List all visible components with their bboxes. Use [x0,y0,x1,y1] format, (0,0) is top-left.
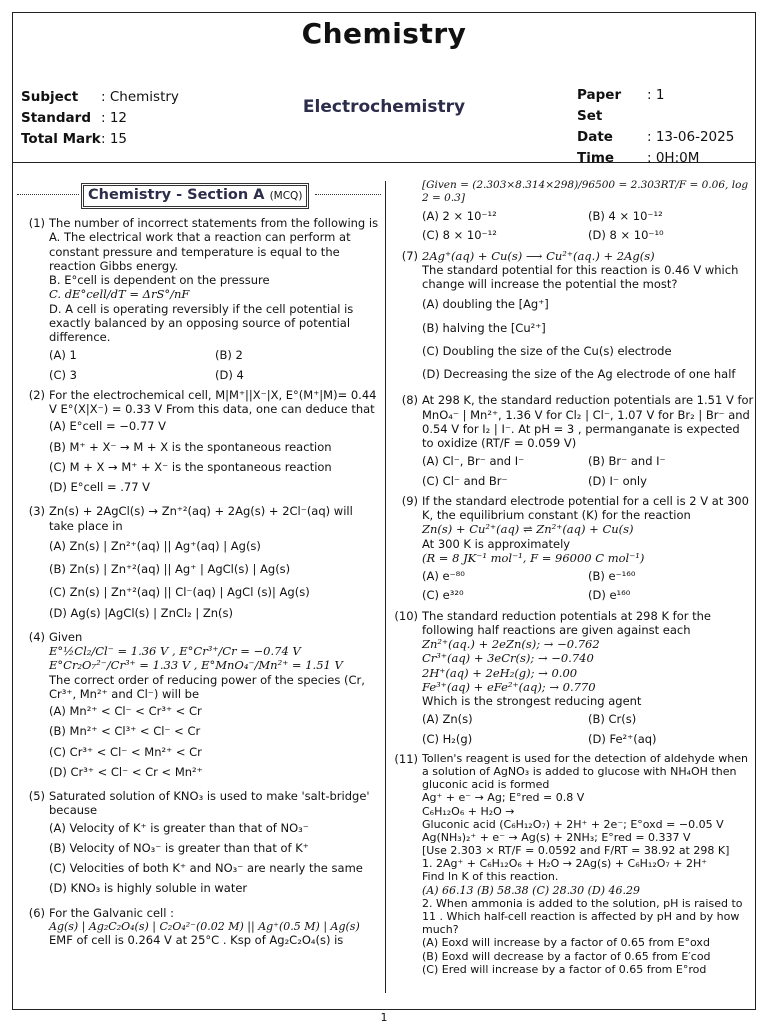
option-b[interactable]: (B) Zn(s) | Zn⁺²(aq) || Ag⁺ | AgCl(s) | Ag(s) [49,562,291,576]
option-a[interactable]: (A) Cl⁻, Br⁻ and I⁻ [422,454,525,469]
option-c[interactable]: (C) Doubling the size of the Cu(s) electrode [422,343,672,358]
question-7 [392,249,754,390]
option-a[interactable]: (A) e⁻⁸⁰ [422,569,465,584]
time-label: Time [577,150,615,166]
option-b[interactable]: (B) M⁺ + X⁻ → M + X is the spontaneous reaction [49,439,332,454]
section-title: Chemistry - Section A [88,187,265,203]
option-b[interactable]: (B) 4 × 10⁻¹² [588,209,663,224]
option-d[interactable]: (D) E°cell = .77 V [49,480,151,494]
question-text: The standard potential for this reaction is 0.46 V which change will increase the potential the most? [422,262,739,292]
option-a[interactable]: (A) Eoxd will increase by a factor of 0.65 from E°oxd [422,936,710,950]
option-c[interactable]: (C) 8 × 10⁻¹² [422,228,497,243]
option-a[interactable]: (A) 2 × 10⁻¹² [422,209,497,224]
question-line: Gluconic acid (C₆H₁₂O₇) + 2H⁺ + 2e⁻; E°oxd = −0.05 V [422,817,724,831]
question-line: Zn²⁺(aq.) + 2eZn(s); → −0.762 [422,637,600,652]
question-line: Ag(s) | Ag₂C₂O₄(s) | C₂O₄²⁻(0.02 M) || Ag⁺(0.5 M) | Ag(s) [49,919,360,933]
option-c[interactable]: (C) M + X → M⁺ + X⁻ is the spontaneous reaction [49,459,332,474]
total-mark-label: Total Mark [21,131,101,147]
date-label: Date [577,129,613,145]
option-b[interactable]: (B) Velocity of NO₃⁻ is greater than that of K⁺ [49,840,309,855]
question-line: 2Ag⁺(aq) + Cu(s) ⟶ Cu²⁺(aq.) + 2Ag(s) [422,248,655,263]
question-number: (9) [401,493,418,508]
question-line: The correct order of reducing power of the species (Cr, Cr³⁺, Mn²⁺ and Cl⁻) will be [49,672,365,701]
question-line: C₆H₁₂O₆ + H₂O → [422,804,515,818]
section-title-box [81,183,309,209]
spacer [392,179,422,245]
question-number: (6) [28,905,45,920]
exam-page [12,12,756,1025]
question-2 [19,388,381,501]
question-text: Given [49,629,83,644]
option-b[interactable]: (B) Cr(s) [588,712,637,727]
question-number: (8) [401,393,418,408]
question-8 [392,393,754,490]
dotted-leader-left [17,194,79,195]
question-line: E°Cr₂O₇²⁻/Cr³⁺ = 1.33 V , E°MnO₄⁻/Mn²⁺ = 1.51 V [49,658,343,673]
question-number: (10) [394,608,418,623]
header-right [577,85,734,169]
given-data: [Given = (2.303×8.314×298)/96500 = 2.303RT/F = 0.06, log 2 = 0.3] [422,179,749,205]
total-mark-value: : 15 [101,131,128,147]
question-line: E°½Cl₂/Cl⁻ = 1.36 V , E°Cr³⁺/Cr = −0.74 V [49,644,301,658]
question-text: Zn(s) + 2AgCl(s) → Zn⁺²(aq) + 2Ag(s) + 2Cl⁻(aq) will take place in [49,504,353,533]
option-d[interactable]: (D) Cr³⁺ < Cl⁻ < Cr < Mn²⁺ [49,764,203,779]
question-6 [19,906,381,948]
option-c[interactable]: (C) Ered will increase by a factor of 0.65 from E°rod [422,962,707,976]
question-text: If the standard electrode potential for a cell is 2 V at 300 K, the equilibrium constant (K) for the reaction [422,493,749,523]
option-b[interactable]: (B) Mn²⁺ < Cl³⁺ < Cl⁻ < Cr [49,724,201,739]
option-b[interactable]: (B) Br⁻ and I⁻ [588,454,666,469]
option-a[interactable]: (A) doubling the [Ag⁺] [422,297,549,312]
topic-title: Electrochemistry [302,97,466,117]
question-number: (7) [401,248,418,263]
question-text: At 298 K, the standard reduction potentials are 1.51 V for MnO₄⁻ | Mn²⁺, 1.36 V for Cl₂ | Cl⁻, 1.07 V for Br₂ | Br⁻ and 0.54 V for I₂ | I⁻. At pH = 3 , permanganate is expected to oxidize (RT/F = 0.059 V) [422,393,754,451]
option-d[interactable]: (D) e¹⁶⁰ [588,588,631,603]
date-value: : 13-06-2025 [647,129,735,145]
question-line: Find ln K of this reaction. [422,870,559,884]
question-text: Saturated solution of KNO₃ is used to make 'salt-bridge' because [49,789,370,818]
statement: A. The electrical work that a reaction can perform at constant pressure and temperature is equal to the reaction Gibbs energy. [49,230,351,273]
question-line: 1. 2Ag⁺ + C₆H₁₂O₆ + H₂O → 2Ag(s) + C₆H₁₂O₇ + 2H⁺ [422,857,708,871]
option-c[interactable]: (C) e³²⁰ [422,588,464,603]
option-d[interactable]: (D) KNO₃ is highly soluble in water [49,881,248,896]
question-number: (11) [394,751,418,766]
question-text: For the Galvanic cell : [49,905,174,920]
option-c[interactable]: (C) 3 [49,367,77,382]
question-1 [19,216,381,384]
option-d[interactable]: (D) Decreasing the size of the Ag electrode of one half [422,367,736,382]
standard-label: Standard [21,110,91,126]
option-b[interactable]: (B) e⁻¹⁶⁰ [588,569,636,584]
option-a[interactable]: (A) E°cell = −0.77 V [49,419,167,434]
option-c[interactable]: (C) H₂(g) [422,731,473,746]
question-line: Cr³⁺(aq) + 3eCr(s); → −0.740 [422,651,594,666]
question-number: (4) [28,629,45,644]
question-line: At 300 K is approximately [422,536,571,551]
left-column [19,216,381,952]
statement: D. A cell is operating reversibly if the cell potential is exactly balanced by an opposing source of potential difference. [49,301,354,344]
question-10 [392,609,754,748]
option-a[interactable]: (A) 1 [49,348,77,363]
option-d[interactable]: (D) I⁻ only [588,473,647,488]
option-b[interactable]: (B) 2 [215,348,243,363]
page-number: 1 [380,1011,388,1025]
question-line: 2H⁺(aq) + 2eH₂(g); → 0.00 [422,665,578,680]
time-value: : 0H:0M [647,150,700,166]
question-6-continued [392,179,754,245]
question-text: The number of incorrect statements from the following is [49,216,379,230]
question-5 [19,789,381,902]
page-title: Chemistry [301,17,467,50]
option-b[interactable]: (B) Eoxd will decrease by a factor of 0.65 from E′cod [422,949,711,963]
option-a[interactable]: (A) Velocity of K⁺ is greater than that of NO₃⁻ [49,820,309,835]
question-line: (A) 66.13 (B) 58.38 (C) 28.30 (D) 46.29 [422,883,641,897]
question-line: EMF of cell is 0.264 V at 25°C . Ksp of Ag₂C₂O₄(s) is [49,933,344,948]
question-line: Ag(NH₃)₂⁺ + e⁻ → Ag(s) + 2NH₃; E°red = 0.337 V [422,830,691,844]
standard-value: : 12 [101,110,128,126]
question-line: Fe³⁺(aq) + eFe²⁺(aq); → 0.770 [422,679,596,694]
option-c[interactable]: (C) Velocities of both K⁺ and NO₃⁻ are nearly the same [49,861,363,875]
option-b[interactable]: (B) halving the [Cu²⁺] [422,320,546,335]
question-text: For the electrochemical cell, M|M⁺||X⁻|X, E°(M⁺|M)= 0.44 V E°(X|X⁻) = 0.33 V From this data, one can deduce that [49,387,377,416]
option-d[interactable]: (D) 4 [215,367,244,382]
question-number: (5) [28,789,45,803]
question-3 [19,504,381,626]
subject-value: : Chemistry [101,89,179,105]
option-c[interactable]: (C) Zn(s) | Zn⁺²(aq) || Cl⁻(aq) | AgCl (s)| Ag(s) [49,585,310,600]
statement: B. E°cell is dependent on the pressure [49,273,270,287]
question-4 [19,630,381,785]
option-d[interactable]: (D) Fe²⁺(aq) [588,731,657,746]
option-d[interactable]: (D) 8 × 10⁻¹⁰ [588,228,664,243]
paper-set-value: : 1 [647,87,665,103]
statement: C. dE°cell/dT = ΔrS°/nF [49,287,190,302]
question-number: (1) [28,216,45,230]
question-11 [392,752,754,976]
question-line: Ag⁺ + e⁻ → Ag; E°red = 0.8 V [422,791,585,805]
column-divider [385,181,386,993]
dotted-leader-right [315,194,381,195]
option-c[interactable]: (C) Cr³⁺ < Cl⁻ < Mn²⁺ < Cr [49,744,202,759]
subject-label: Subject [21,89,79,105]
question-text: Tollen's reagent is used for the detection of aldehyde when a solution of AgNO₃ is added to glucose with NH₄OH then gluconic acid is formed [422,751,748,792]
question-line: 2. When ammonia is added to the solution, pH is raised to 11 . Which half-cell reaction is affected by pH and by how much? [422,896,743,937]
option-a[interactable]: (A) Zn(s) | Zn²⁺(aq) || Ag⁺(aq) | Ag(s) [49,538,261,553]
question-line: Which is the strongest reducing agent [422,694,642,709]
paper-set-label: Paper Set [577,87,622,124]
question-line: Zn(s) + Cu²⁺(aq) ⇌ Zn²⁺(aq) + Cu(s) [422,522,634,537]
option-a[interactable]: (A) Mn²⁺ < Cl⁻ < Cr³⁺ < Cr [49,704,202,718]
option-d[interactable]: (D) Ag(s) |AgCl(s) | ZnCl₂ | Zn(s) [49,605,234,620]
question-number: (3) [28,504,45,519]
question-9 [392,494,754,605]
option-c[interactable]: (C) Cl⁻ and Br⁻ [422,473,508,488]
right-column [392,179,754,980]
question-number: (2) [28,387,45,402]
option-a[interactable]: (A) Zn(s) [422,712,473,727]
question-text: The standard reduction potentials at 298 K for the following half reactions are given against each [422,608,712,637]
header-divider [13,162,755,163]
section-tag: (MCQ) [269,190,303,202]
section-header [13,183,385,207]
question-line: [Use 2.303 × RT/F = 0.0592 and F/RT = 38.92 at 298 K] [422,844,730,858]
question-line: (R = 8 JK⁻¹ mol⁻¹, F = 96000 C mol⁻¹) [422,550,645,565]
